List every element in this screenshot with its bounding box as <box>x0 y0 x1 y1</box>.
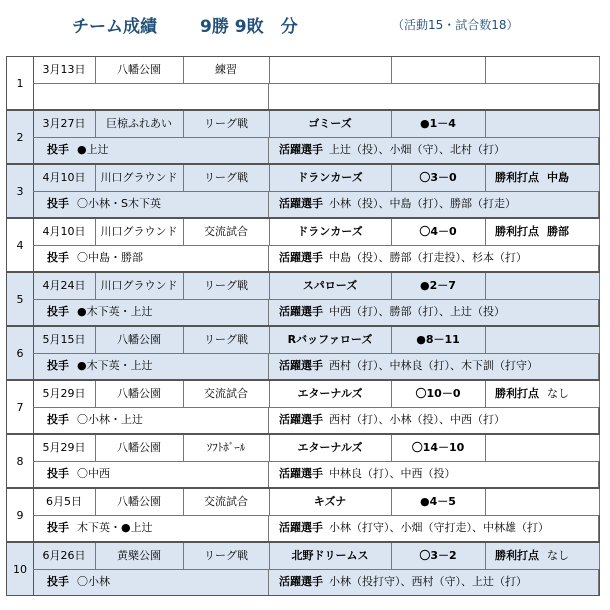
game-score: ●2－7 <box>391 273 486 299</box>
game-type: 交流試合 <box>183 381 270 407</box>
game-type: リーグ戦 <box>183 543 270 569</box>
active-players-value: 西村（打）、中林良（打）、木下訓（打守） <box>329 359 538 372</box>
game-players-line <box>33 299 599 325</box>
active-players-label: 活躍選手 <box>279 413 323 426</box>
game-players-line <box>33 191 599 217</box>
winning-rbi-player: 勝部 <box>547 225 569 238</box>
opponent-name: キズナ <box>269 489 392 515</box>
winning-rbi-player: なし <box>547 387 569 400</box>
active-players-label: 活躍選手 <box>279 197 323 210</box>
pitcher-label: 投手 <box>47 305 69 318</box>
winning-rbi-cell <box>485 219 600 245</box>
game-score: ●8－11 <box>391 327 486 353</box>
winning-rbi-label: 勝利打点 <box>495 171 539 184</box>
pitchers-cell <box>33 299 269 325</box>
pitchers-value: ●木下英・上辻 <box>77 305 153 318</box>
winning-rbi-cell <box>485 111 600 137</box>
active-players-cell <box>269 191 599 217</box>
active-players-label: 活躍選手 <box>279 575 323 588</box>
game-score: ●1－4 <box>391 111 486 137</box>
game-row <box>6 380 600 434</box>
game-players-line <box>33 407 599 433</box>
game-number: 4 <box>7 219 34 271</box>
game-type: リーグ戦 <box>183 111 270 137</box>
game-score: 〇4－0 <box>391 219 486 245</box>
winning-rbi-label: 勝利打点 <box>495 225 539 238</box>
game-number: 2 <box>7 111 34 163</box>
game-score: 〇10－0 <box>391 381 486 407</box>
active-players-label: 活躍選手 <box>279 305 323 318</box>
game-number: 8 <box>7 435 34 487</box>
opponent-name: スパローズ <box>269 273 392 299</box>
game-row <box>6 218 600 272</box>
opponent-name: ドランカーズ <box>269 219 392 245</box>
opponent-name: 北野ドリームス <box>269 543 392 569</box>
game-venue: 川口グラウンド <box>95 165 184 191</box>
game-info-line <box>33 435 599 462</box>
pitcher-label: 投手 <box>47 143 69 156</box>
active-players-label: 活躍選手 <box>279 521 323 534</box>
winning-rbi-label: 勝利打点 <box>495 549 539 562</box>
active-players-cell <box>269 515 599 541</box>
pitcher-label: 投手 <box>47 521 69 534</box>
active-players-label: 活躍選手 <box>279 359 323 372</box>
win-loss-record: 9勝 9敗 分 <box>200 17 298 37</box>
pitcher-label: 投手 <box>47 197 69 210</box>
game-number: 5 <box>7 273 34 325</box>
game-players-line <box>33 515 599 541</box>
pitchers-value: 〇中西 <box>77 467 110 480</box>
active-players-cell <box>269 137 599 163</box>
game-date: 5月15日 <box>33 327 96 353</box>
game-row <box>6 272 600 326</box>
game-info-line <box>33 489 599 516</box>
game-date: 4月10日 <box>33 165 96 191</box>
winning-rbi-cell <box>485 273 600 299</box>
game-date: 5月29日 <box>33 435 96 461</box>
game-info-line <box>33 327 599 354</box>
game-info-line <box>33 219 599 246</box>
game-info-line <box>33 165 599 192</box>
winning-rbi-cell <box>485 489 600 515</box>
game-row <box>6 488 600 542</box>
winning-rbi-label: 勝利打点 <box>495 387 539 400</box>
active-players-cell <box>269 407 599 433</box>
opponent-name: Rバッファローズ <box>269 327 392 353</box>
winning-rbi-cell <box>485 327 600 353</box>
pitcher-label: 投手 <box>47 251 69 264</box>
game-score <box>391 57 486 83</box>
winning-rbi-cell <box>485 543 600 569</box>
game-row <box>6 56 600 110</box>
game-row <box>6 326 600 380</box>
activity-summary: （活動15・試合数18） <box>392 18 519 32</box>
game-date: 6月5日 <box>33 489 96 515</box>
active-players-value: 小林（投）、中島（打）、勝部（打走） <box>329 197 516 210</box>
game-info-line <box>33 111 599 138</box>
game-type: リーグ戦 <box>183 327 270 353</box>
active-players-label: 活躍選手 <box>279 467 323 480</box>
winning-rbi-cell <box>485 165 600 191</box>
pitchers-value: 木下英・●上辻 <box>77 521 153 534</box>
game-number: 1 <box>7 57 34 109</box>
active-players-cell <box>269 245 599 271</box>
game-venue: 八幡公園 <box>95 57 184 83</box>
pitchers-value: 〇小林 <box>77 575 110 588</box>
winning-rbi-player: なし <box>547 549 569 562</box>
active-players-value: 西村（打）、小林（投）、中西（打） <box>329 413 505 426</box>
game-info-line <box>33 273 599 300</box>
pitchers-cell <box>33 191 269 217</box>
pitchers-value: ●上辻 <box>77 143 109 156</box>
game-venue: 八幡公園 <box>95 327 184 353</box>
game-date: 4月24日 <box>33 273 96 299</box>
active-players-label: 活躍選手 <box>279 251 323 264</box>
pitchers-value: ●木下英・上辻 <box>77 359 153 372</box>
winning-rbi-player: 中島 <box>547 171 569 184</box>
active-players-value: 中西（打）、勝部（打）、上辻（投） <box>329 305 505 318</box>
game-players-line <box>33 137 599 163</box>
game-number: 6 <box>7 327 34 379</box>
active-players-value: 上辻（投）、小畑（守）、北村（打） <box>329 143 505 156</box>
game-info-line <box>33 57 599 84</box>
pitchers-value: 〇小林・上辻 <box>77 413 143 426</box>
game-score: ●4－5 <box>391 489 486 515</box>
active-players-value: 中林良（打）、中西（投） <box>329 467 456 480</box>
game-type: 練習 <box>183 57 270 83</box>
game-venue: 黄檗公園 <box>95 543 184 569</box>
pitcher-label: 投手 <box>47 575 69 588</box>
game-number: 7 <box>7 381 34 433</box>
opponent-name: ドランカーズ <box>269 165 392 191</box>
opponent-name <box>269 57 392 83</box>
pitchers-value: 〇小林・S木下英 <box>77 197 161 210</box>
winning-rbi-cell <box>485 381 600 407</box>
game-date: 4月10日 <box>33 219 96 245</box>
pitchers-cell <box>33 137 269 163</box>
active-players-cell <box>269 461 599 487</box>
pitchers-cell <box>33 407 269 433</box>
game-players-line <box>33 461 599 487</box>
game-venue: 巨椋ふれあい <box>95 111 184 137</box>
game-date: 6月26日 <box>33 543 96 569</box>
game-date: 3月13日 <box>33 57 96 83</box>
page-title: チーム成績 <box>72 17 157 37</box>
active-players-value: 中島（投）、勝部（打走投）、杉本（打） <box>329 251 527 264</box>
game-number: 9 <box>7 489 34 541</box>
pitchers-cell <box>33 353 269 379</box>
game-venue: 八幡公園 <box>95 435 184 461</box>
pitchers-cell <box>33 515 269 541</box>
game-venue: 川口グラウンド <box>95 273 184 299</box>
page-header <box>0 12 610 40</box>
opponent-name: エターナルズ <box>269 435 392 461</box>
opponent-name: エターナルズ <box>269 381 392 407</box>
game-info-line <box>33 381 599 408</box>
game-date: 3月27日 <box>33 111 96 137</box>
game-number: 3 <box>7 165 34 217</box>
active-players-value: 小林（打守）、小畑（守打走）、中林雄（打） <box>329 521 549 534</box>
pitchers-cell <box>33 569 269 595</box>
game-info-line <box>33 543 599 570</box>
game-players-line <box>33 83 599 109</box>
game-type: 交流試合 <box>183 489 270 515</box>
pitchers-cell <box>33 461 269 487</box>
opponent-name: ゴミーズ <box>269 111 392 137</box>
game-type: リーグ戦 <box>183 273 270 299</box>
game-score: 〇3－2 <box>391 543 486 569</box>
active-players-cell <box>269 569 599 595</box>
pitchers-value: 〇中島・勝部 <box>77 251 143 264</box>
pitcher-label: 投手 <box>47 413 69 426</box>
game-type: 交流試合 <box>183 219 270 245</box>
pitchers-cell <box>33 83 269 109</box>
game-number: 10 <box>7 543 34 595</box>
game-venue: 八幡公園 <box>95 489 184 515</box>
game-venue: 川口グラウンド <box>95 219 184 245</box>
game-row <box>6 110 600 164</box>
game-type: リーグ戦 <box>183 165 270 191</box>
game-date: 5月29日 <box>33 381 96 407</box>
winning-rbi-cell <box>485 57 600 83</box>
active-players-cell <box>269 299 599 325</box>
game-players-line <box>33 569 599 595</box>
active-players-cell <box>269 83 599 109</box>
active-players-cell <box>269 353 599 379</box>
winning-rbi-cell <box>485 435 600 461</box>
game-type: ｿﾌﾄﾎﾞｰﾙ <box>183 435 270 461</box>
game-row <box>6 164 600 218</box>
active-players-value: 小林（投打守）、西村（守）、上辻（打） <box>329 575 527 588</box>
game-score: 〇3－0 <box>391 165 486 191</box>
pitcher-label: 投手 <box>47 359 69 372</box>
game-row <box>6 434 600 488</box>
pitchers-cell <box>33 245 269 271</box>
pitcher-label: 投手 <box>47 467 69 480</box>
game-score: 〇14－10 <box>391 435 486 461</box>
game-players-line <box>33 353 599 379</box>
active-players-label: 活躍選手 <box>279 143 323 156</box>
game-players-line <box>33 245 599 271</box>
game-venue: 八幡公園 <box>95 381 184 407</box>
game-row <box>6 542 600 596</box>
